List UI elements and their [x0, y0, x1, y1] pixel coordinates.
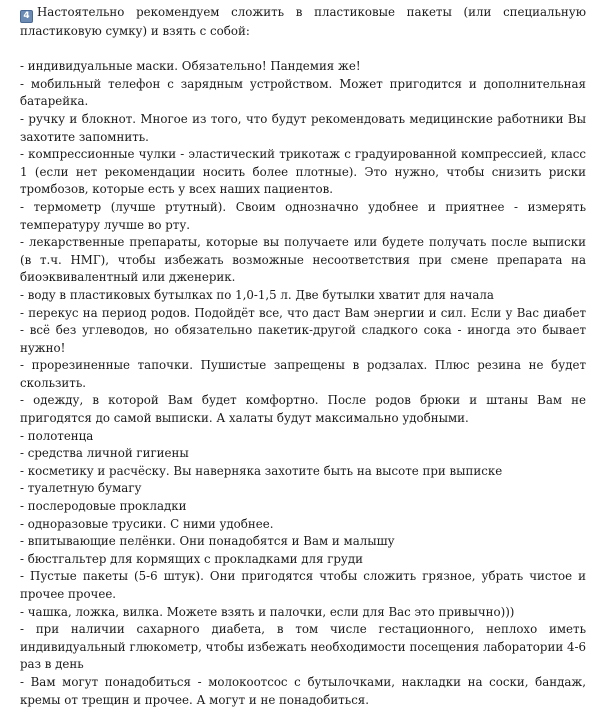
list-item: - бюстгальтер для кормящих с прокладками для груди — [20, 551, 363, 566]
paragraph-gap — [20, 41, 586, 59]
list-item: - компрессионные чулки - эластический трикотаж с градуированной компрессией, класс 1 (если нет рекомендации носить более плотные). Это нужно, чтобы снизить риски тромбозов, которые есть у всех наших пациентов. — [20, 147, 586, 197]
keycap-4-icon: 4 — [20, 10, 33, 23]
list-item: - термометр (лучше ртутный). Своим однозначно удобнее и приятнее - измерять температуру лучше во рту. — [20, 199, 586, 232]
list-item: - чашка, ложка, вилка. Можете взять и палочки, если для Вас это привычно))) — [20, 604, 515, 619]
list-item: - одноразовые трусики. С ними удобнее. — [20, 516, 274, 531]
list-item: - ручку и блокнот. Многое из того, что будут рекомендовать медицинские работники Вы захотите запомнить. — [20, 111, 586, 144]
list-item: - воду в пластиковых бутылках по 1,0-1,5 л. Две бутылки хватит для начала — [20, 287, 494, 302]
intro-text: Настоятельно рекомендуем сложить в пластиковые пакеты (или специальную пластиковую сумку) и взять с собой: — [20, 5, 586, 38]
list-item: - туалетную бумагу — [20, 481, 142, 496]
list-item: - послеродовые прокладки — [20, 499, 187, 514]
list-item: - Вам могут понадобиться - молокоотсос с бутылочками, накладки на соски, бандаж, кремы от трещин и прочее. А могут и не понадобиться. — [20, 674, 586, 707]
list-item: - Пустые пакеты (5-6 штук). Они пригодятся чтобы сложить грязное, убрать чистое и прочее прочее. — [20, 569, 586, 601]
list-item: - полотенца — [20, 428, 94, 443]
list-item: - при наличии сахарного диабета, в том числе гестационного, неплохо иметь индивидуальный глюкометр, чтобы избежать необходимости посещения лаборатории 4-6 раз в день — [20, 622, 586, 672]
list-item: - одежду, в которой Вам будет комфортно. После родов брюки и штаны Вам не пригодятся до самой выписки. А халаты будут максимально удобными. — [20, 393, 586, 426]
list-item: - перекус на период родов. Подойдёт все, что даст Вам энергии и сил. Если у Вас диабет - всё без углеводов, но обязательно пакетик-другой сладкого сока - иногда это бывает нужно! — [20, 305, 586, 355]
checklist — [20, 58, 586, 709]
list-item: - впитывающие пелёнки. Они понадобятся и Вам и малышу — [20, 534, 395, 549]
list-item: - косметику и расчёску. Вы наверняка захотите быть на высоте при выписке — [20, 463, 503, 478]
list-item: - прорезиненные тапочки. Пушистые запрещены в родзалах. Плюс резина не будет скользить. — [20, 358, 586, 390]
list-item: - мобильный телефон с зарядным устройством. Может пригодится и дополнительная батарейка. — [20, 76, 586, 109]
list-item: - средства личной гигиены — [20, 446, 189, 461]
list-item: - индивидуальные маски. Обязательно! Пандемия же! — [20, 59, 361, 74]
list-item: - лекарственные препараты, которые вы получаете или будете получать после выписки (в т.ч. НМГ), чтобы избежать возможные несоответствия при смене препарата на биоэквивалентный или дженерик. — [20, 235, 586, 285]
intro-paragraph — [20, 4, 586, 41]
